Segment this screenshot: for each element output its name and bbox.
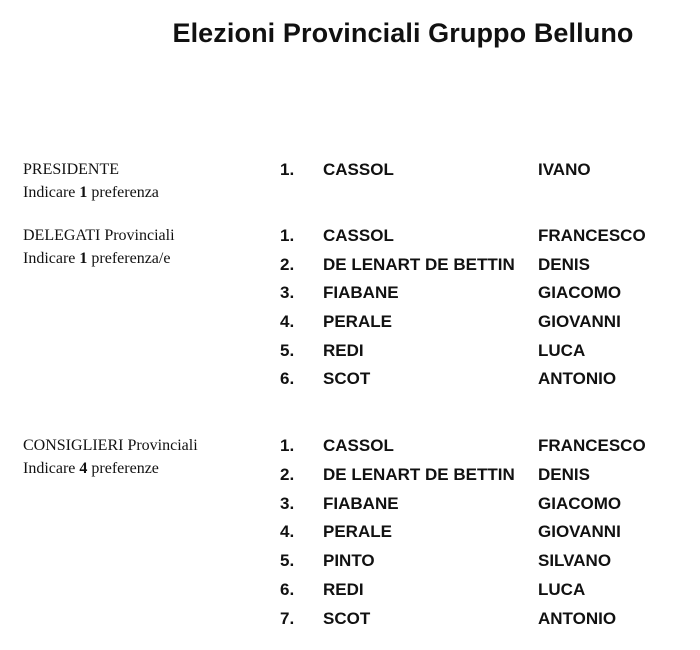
hint-prefix: Indicare <box>23 460 80 477</box>
candidate-number: 2. <box>280 465 295 484</box>
candidate-row <box>0 283 700 307</box>
candidate-name: DENIS <box>538 255 590 274</box>
candidate-row <box>0 255 700 279</box>
candidate-surname: REDI <box>323 341 364 360</box>
candidate-row <box>0 494 700 518</box>
candidate-name: IVANO <box>538 160 591 179</box>
candidate-row <box>0 160 700 184</box>
candidate-surname: DE LENART DE BETTIN <box>323 255 515 274</box>
candidate-surname: DE LENART DE BETTIN <box>323 465 515 484</box>
candidate-row <box>0 436 700 460</box>
candidate-name: ANTONIO <box>538 609 617 628</box>
candidate-name: SILVANO <box>538 551 612 570</box>
candidate-row <box>0 609 700 633</box>
section-heading: PRESIDENTE <box>23 161 119 178</box>
candidate-surname: SCOT <box>323 609 371 628</box>
candidate-name: GIOVANNI <box>538 522 621 541</box>
candidate-number: 6. <box>280 580 295 599</box>
candidate-surname: CASSOL <box>323 226 394 245</box>
candidate-name: FRANCESCO <box>538 226 646 245</box>
hint-count: 4 <box>79 460 88 477</box>
candidate-number: 4. <box>280 312 295 331</box>
candidate-name: FRANCESCO <box>538 436 646 455</box>
candidate-surname: PERALE <box>323 312 392 331</box>
candidate-number: 3. <box>280 283 295 302</box>
hint-suffix: preferenze <box>87 460 159 477</box>
candidate-number: 1. <box>280 436 295 455</box>
candidate-row <box>0 580 700 604</box>
candidate-number: 3. <box>280 494 295 513</box>
candidate-surname: SCOT <box>323 369 371 388</box>
hint-count: 1 <box>79 184 88 201</box>
section-heading: CONSIGLIERI Provinciali <box>23 437 198 454</box>
hint-prefix: Indicare <box>23 184 80 201</box>
candidate-number: 5. <box>280 551 295 570</box>
candidate-number: 7. <box>280 609 295 628</box>
candidate-number: 1. <box>280 160 295 179</box>
candidate-row <box>0 312 700 336</box>
candidate-number: 4. <box>280 522 295 541</box>
candidate-surname: PERALE <box>323 522 392 541</box>
candidate-row <box>0 522 700 546</box>
candidate-surname: REDI <box>323 580 364 599</box>
candidate-surname: PINTO <box>323 551 375 570</box>
candidate-number: 5. <box>280 341 295 360</box>
candidate-number: 2. <box>280 255 295 274</box>
candidate-name: GIACOMO <box>538 494 622 513</box>
candidate-name: LUCA <box>538 580 586 599</box>
hint-suffix: preferenza/e <box>87 250 171 267</box>
candidate-row <box>0 341 700 365</box>
candidate-row <box>0 551 700 575</box>
hint-count: 1 <box>79 250 88 267</box>
hint-suffix: preferenza <box>87 184 159 201</box>
candidate-surname: FIABANE <box>323 494 399 513</box>
candidate-row <box>0 465 700 489</box>
candidate-row <box>0 226 700 250</box>
candidate-number: 6. <box>280 369 295 388</box>
candidate-name: LUCA <box>538 341 586 360</box>
section-heading: DELEGATI Provinciali <box>23 227 175 244</box>
page-title: Elezioni Provinciali Gruppo Belluno <box>172 18 634 48</box>
candidate-name: GIACOMO <box>538 283 622 302</box>
candidate-name: ANTONIO <box>538 369 617 388</box>
candidate-row <box>0 369 700 393</box>
hint-prefix: Indicare <box>23 250 80 267</box>
preference-hint <box>23 181 159 204</box>
candidate-surname: FIABANE <box>323 283 399 302</box>
candidate-name: DENIS <box>538 465 590 484</box>
candidate-name: GIOVANNI <box>538 312 621 331</box>
candidate-number: 1. <box>280 226 295 245</box>
candidate-surname: CASSOL <box>323 436 394 455</box>
candidate-surname: CASSOL <box>323 160 394 179</box>
